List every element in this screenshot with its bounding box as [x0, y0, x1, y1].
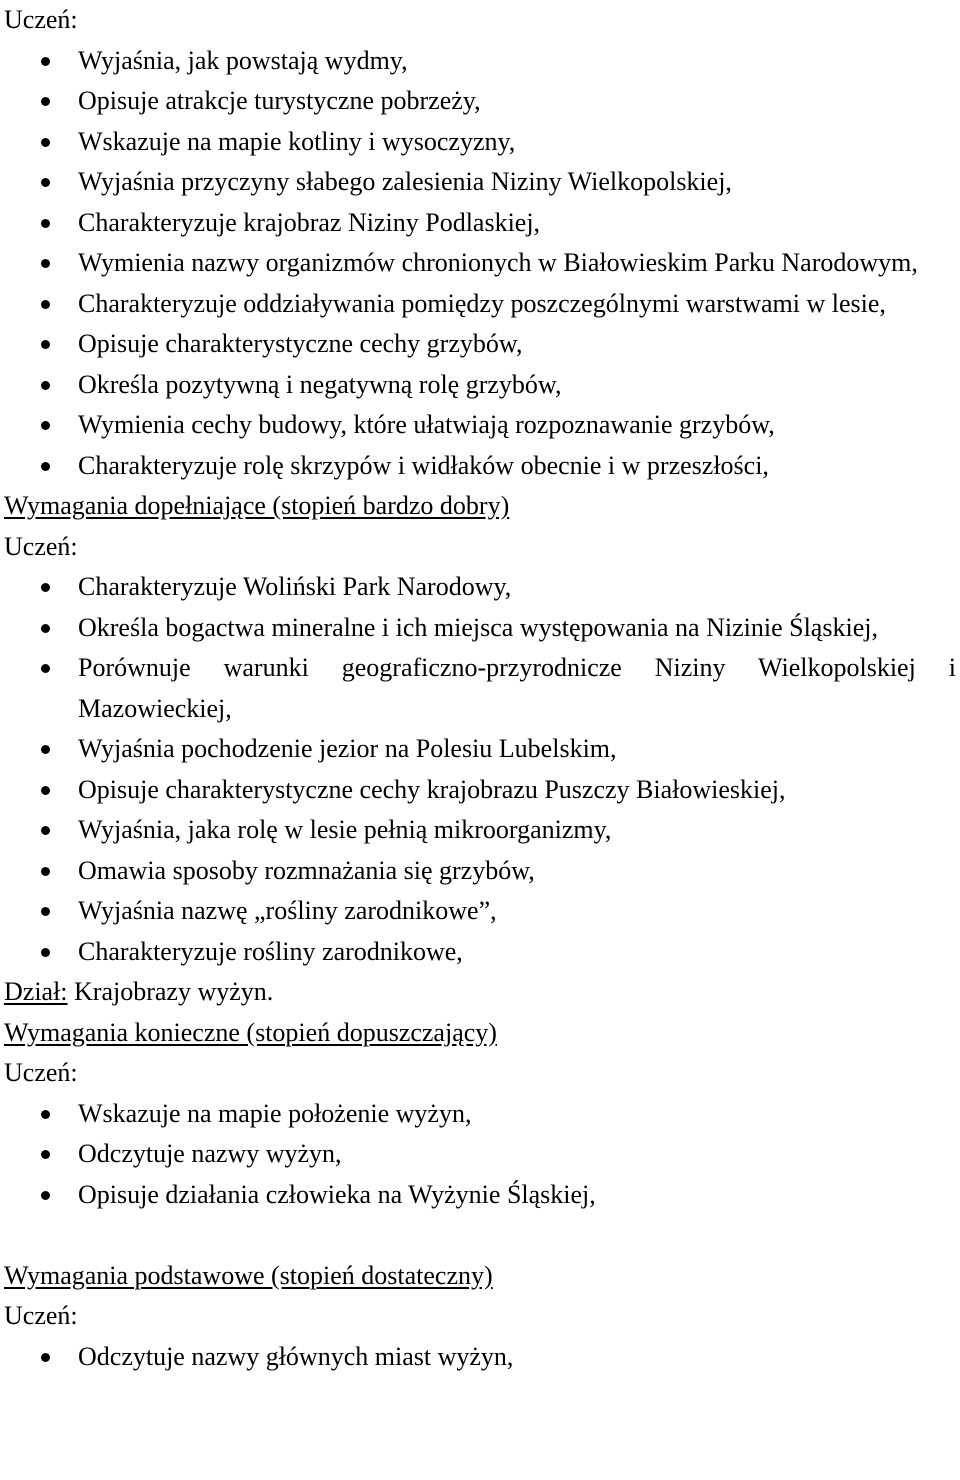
bullet-icon	[41, 1110, 50, 1119]
student-label: Uczeń:	[4, 1058, 78, 1087]
section-title	[4, 972, 956, 1013]
list-item: Wskazuje na mapie kotliny i wysoczyzny,	[4, 122, 956, 163]
bullet-icon	[41, 1191, 50, 1200]
bullet-icon	[41, 340, 50, 349]
bullet-icon	[41, 1353, 50, 1362]
bullet-icon	[41, 57, 50, 66]
list-item: Charakteryzuje oddziaływania pomiędzy poszczególnymi warstwami w lesie,	[4, 284, 956, 325]
bullet-icon	[41, 1150, 50, 1159]
list-item: Charakteryzuje krajobraz Niziny Podlaskiej,	[4, 203, 956, 244]
bullet-icon	[41, 138, 50, 147]
bullet-icon	[41, 300, 50, 309]
bullet-icon	[41, 583, 50, 592]
requirements-list-4	[4, 1337, 956, 1378]
list-item: Określa pozytywną i negatywną rolę grzybów,	[4, 365, 956, 406]
bullet-icon	[41, 178, 50, 187]
student-label: Uczeń:	[4, 531, 78, 561]
list-item: Wyjaśnia pochodzenie jezior na Polesiu Lubelskim,	[4, 729, 956, 770]
student-label: Uczeń:	[4, 1301, 78, 1330]
list-item: Opisuje charakterystyczne cechy krajobrazu Puszczy Białowieskiej,	[4, 770, 956, 811]
list-item: Odczytuje nazwy głównych miast wyżyn,	[4, 1337, 956, 1378]
student-label: Uczeń:	[4, 5, 78, 34]
section-name: Krajobrazy wyżyn.	[67, 977, 274, 1006]
bullet-icon	[41, 745, 50, 754]
bullet-icon	[41, 462, 50, 471]
bullet-icon	[41, 624, 50, 633]
list-item: Charakteryzuje rośliny zarodnikowe,	[4, 932, 956, 973]
requirements-list-2	[4, 567, 956, 972]
list-item: Określa bogactwa mineralne i ich miejsca występowania na Nizinie Śląskiej,	[4, 608, 956, 649]
section-heading: Wymagania konieczne (stopień dopuszczający)	[4, 1017, 497, 1047]
list-item: Opisuje atrakcje turystyczne pobrzeży,	[4, 81, 956, 122]
list-item: Opisuje charakterystyczne cechy grzybów,	[4, 324, 956, 365]
section-heading: Wymagania dopełniające (stopień bardzo dobry)	[4, 491, 510, 520]
list-item: Wyjaśnia, jak powstają wydmy,	[4, 41, 956, 82]
list-item: Porównuje warunki geograficzno-przyrodnicze Niziny Wielkopolskiej i Mazowieckiej,	[4, 648, 956, 729]
list-item: Charakteryzuje rolę skrzypów i widłaków obecnie i w przeszłości,	[4, 446, 956, 487]
section-heading: Wymagania podstawowe (stopień dostateczny)	[4, 1260, 493, 1290]
requirements-list-1	[4, 41, 956, 487]
list-item: Wyjaśnia nazwę „rośliny zarodnikowe”,	[4, 891, 956, 932]
list-item: Wskazuje na mapie położenie wyżyn,	[4, 1094, 956, 1135]
list-item: Wyjaśnia, jaka rolę w lesie pełnią mikroorganizmy,	[4, 810, 956, 851]
section-prefix: Dział:	[4, 977, 68, 1006]
bullet-icon	[41, 259, 50, 268]
bullet-icon	[41, 867, 50, 876]
list-item: Wyjaśnia przyczyny słabego zalesienia Niziny Wielkopolskiej,	[4, 162, 956, 203]
bullet-icon	[41, 907, 50, 916]
bullet-icon	[41, 826, 50, 835]
requirements-list-3	[4, 1094, 956, 1216]
blank-line	[4, 1215, 956, 1256]
bullet-icon	[41, 664, 50, 673]
list-item: Charakteryzuje Woliński Park Narodowy,	[4, 567, 956, 608]
bullet-icon	[41, 948, 50, 957]
bullet-icon	[41, 219, 50, 228]
bullet-icon	[41, 381, 50, 390]
list-item: Omawia sposoby rozmnażania się grzybów,	[4, 851, 956, 892]
bullet-icon	[41, 97, 50, 106]
list-item: Wymienia cechy budowy, które ułatwiają rozpoznawanie grzybów,	[4, 405, 956, 446]
bullet-icon	[41, 786, 50, 795]
list-item: Wymienia nazwy organizmów chronionych w Białowieskim Parku Narodowym,	[4, 243, 956, 284]
list-item: Odczytuje nazwy wyżyn,	[4, 1134, 956, 1175]
list-item: Opisuje działania człowieka na Wyżynie Śląskiej,	[4, 1175, 956, 1216]
bullet-icon	[41, 421, 50, 430]
